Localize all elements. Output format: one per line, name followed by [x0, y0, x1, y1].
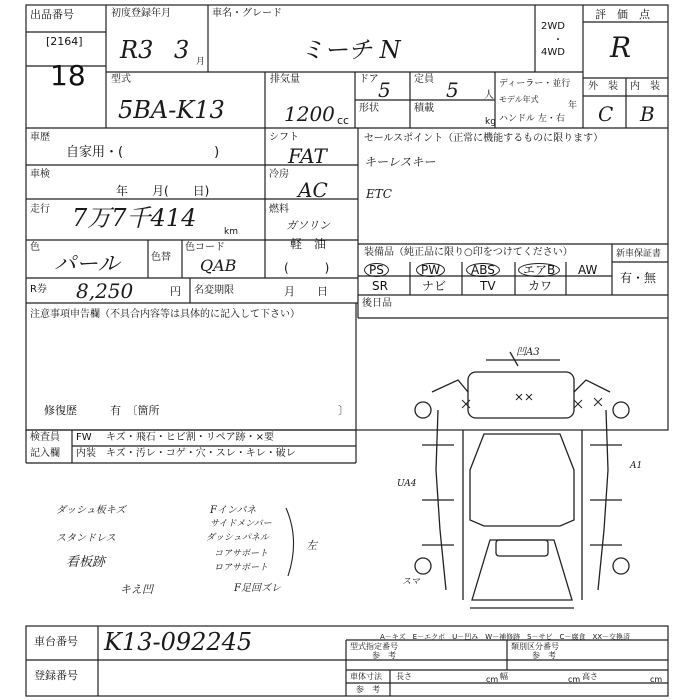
- hw-note-10: F足回ズレ: [234, 583, 281, 594]
- equipment-aw: AW: [578, 263, 598, 277]
- equipment-abs: ABS: [466, 263, 500, 277]
- color-code-label: 色コード: [185, 242, 225, 253]
- load-unit: kg: [485, 117, 496, 127]
- history-value: 自家用・( ): [66, 145, 220, 160]
- shift-value: FAT: [288, 144, 327, 168]
- dims-label: 車体寸法: [350, 672, 382, 681]
- inspector-fw-items: キズ・飛石・ヒビ割・リペア跡・×要: [106, 432, 274, 443]
- equipment-label: 装備品（純正品に限り○印をつけてください）: [364, 247, 573, 258]
- fuel-gasoline: ガソリン: [286, 219, 330, 232]
- mileage-unit: km: [224, 227, 238, 237]
- repair-label: 修復歴: [44, 404, 77, 417]
- displacement-value: 1200: [284, 102, 335, 126]
- damage-marks: [462, 394, 602, 408]
- color-label: 色: [30, 242, 40, 253]
- model-year-label: モデル年式: [499, 95, 539, 104]
- hw-note-5: Fインパネ: [210, 505, 257, 516]
- color-change-label: 色替: [151, 252, 171, 263]
- width-cm: cm: [568, 675, 581, 684]
- inspector-interior-items: キズ・汚レ・コゲ・穴・スレ・キレ・破レ: [106, 448, 296, 459]
- inspector-interior-tag: 内装: [76, 448, 96, 459]
- sales-point-label: セールスポイント（正常に機能するものに限ります）: [364, 133, 604, 144]
- sales-note-2: ETC: [366, 187, 392, 201]
- width-label: 幅: [500, 672, 508, 681]
- recycle-label: R券: [30, 284, 47, 295]
- hw-note-2: スタンドレス: [56, 533, 116, 544]
- equipment-pw: PW: [416, 263, 445, 277]
- chassis-label: 車台番号: [34, 635, 78, 648]
- inspector-fw-tag: FW: [76, 432, 92, 443]
- height-cm: cm: [650, 675, 663, 684]
- category-label: 類別区分番号: [511, 642, 559, 651]
- equipment-navi: ナビ: [422, 279, 447, 293]
- equipment-ps: PS: [364, 263, 389, 277]
- length-cm: cm: [486, 675, 499, 684]
- car-diagram: [415, 352, 629, 608]
- inspection-value: 年 月( 日): [116, 184, 210, 198]
- equipment-airbag: エアB: [518, 263, 560, 277]
- ac-label: 冷房: [269, 169, 289, 180]
- first-reg-month-unit: 月: [196, 57, 206, 67]
- displacement-unit: cc: [337, 114, 350, 127]
- mileage-label: 走行: [30, 204, 50, 215]
- drive-dot: ・: [553, 35, 563, 46]
- first-reg-value: R3: [120, 36, 154, 64]
- name-change-label: 名変期限: [194, 285, 234, 296]
- dims-ref: 参 考: [356, 685, 380, 694]
- diagram-top-label: 凹A3: [516, 347, 540, 358]
- warranty-value: 有・無: [620, 271, 657, 285]
- color-paren: ( ): [284, 261, 330, 275]
- inspection-label: 車検: [30, 169, 50, 180]
- hw-note-1: ダッシュ板キズ: [56, 505, 126, 516]
- lot-number: 18: [50, 59, 86, 92]
- drive-2wd: 2WD: [541, 21, 565, 32]
- equipment-tv: TV: [480, 279, 496, 293]
- sales-note-1: キーレスキー: [364, 155, 436, 169]
- recycle-unit: 円: [170, 285, 181, 298]
- recycle-value: 8,250: [76, 279, 134, 303]
- inspector-label-2: 記入欄: [30, 448, 60, 459]
- name-change-value: 月 日: [284, 285, 328, 298]
- ac-value: AC: [298, 178, 328, 202]
- damage-legend: A－キズ E－エクボ U－凹み W－補修跡 S－サビ C－腐食 XX－交換済: [380, 633, 631, 641]
- hw-note-6: サイドメンバー: [210, 519, 272, 529]
- shape-label: 形状: [359, 103, 379, 114]
- designation-label: 型式指定番号: [350, 642, 398, 651]
- history-label: 車歴: [30, 132, 50, 143]
- hw-note-3: 看板跡: [66, 555, 106, 570]
- displacement-label: 排気量: [270, 74, 300, 85]
- exterior-label: 外 装: [588, 81, 618, 92]
- chassis-value: K13-092245: [104, 628, 253, 656]
- capacity-unit: 人: [484, 90, 494, 101]
- notes-label: 注意事項申告欄（不具合内容等は具体的に記入して下さい）: [30, 309, 300, 320]
- exterior-value: C: [598, 102, 614, 126]
- hw-note-7: ダッシュパネル: [206, 533, 269, 543]
- diagram-a1-label: A1: [630, 461, 643, 471]
- capacity-label: 定員: [414, 74, 434, 85]
- lot-label: 出品番号: [30, 8, 74, 21]
- lot-code: [2164]: [46, 35, 83, 48]
- rating-value: R: [610, 31, 632, 64]
- name-value: ミーチ N: [300, 36, 401, 64]
- bracket-mark: [286, 508, 294, 576]
- category-ref: 参 考: [532, 651, 556, 660]
- hw-note-4: キえ凹: [120, 583, 153, 596]
- rear-seat-label: 後日品: [362, 298, 392, 309]
- shift-label: シフト: [269, 132, 299, 143]
- diagram-bottom-label: スマ: [402, 577, 420, 587]
- repair-value: 有 〔箇所: [110, 404, 160, 417]
- equipment-leather: カワ: [528, 279, 553, 293]
- repair-close: 〕: [338, 404, 349, 417]
- first-reg-month: 3: [174, 36, 190, 64]
- doors-label: ドア: [359, 74, 379, 85]
- interior-label: 内 装: [630, 81, 660, 92]
- hw-note-9: ロアサポート: [214, 563, 269, 573]
- mileage-value: 7万7千414: [72, 204, 197, 232]
- first-reg-label: 初度登録年月: [111, 8, 171, 19]
- handle-label: ハンドル 左・右: [499, 114, 565, 124]
- model-value: 5BA-K13: [118, 96, 225, 124]
- hw-note-11: 左: [306, 539, 317, 552]
- rating-label: 評 価 点: [595, 8, 650, 21]
- designation-ref: 参 考: [372, 651, 396, 660]
- color-value: パール: [54, 252, 120, 277]
- warranty-label: 新車保証書: [616, 249, 662, 259]
- doors-value: 5: [378, 78, 391, 102]
- drive-4wd: 4WD: [541, 47, 565, 58]
- name-label: 車名・グレード: [212, 8, 282, 19]
- height-label: 高さ: [582, 672, 598, 681]
- color-code-value: QAB: [200, 256, 237, 275]
- model-label: 型式: [111, 74, 131, 85]
- inspector-label-1: 検査員: [30, 432, 60, 443]
- registration-label: 登録番号: [34, 669, 78, 682]
- load-label: 積載: [414, 103, 434, 114]
- dealer-label: ディーラー・並行: [499, 79, 571, 89]
- length-label: 長さ: [396, 672, 412, 681]
- fuel-label: 燃料: [269, 204, 289, 215]
- capacity-value: 5: [446, 78, 459, 102]
- year-unit: 年: [568, 101, 578, 111]
- diagram-ua4-label: UA4: [397, 479, 417, 489]
- equipment-sr: SR: [372, 279, 388, 293]
- hw-note-8: コアサポート: [214, 549, 269, 559]
- interior-value: B: [640, 102, 655, 126]
- fuel-diesel: 軽 油: [290, 237, 327, 251]
